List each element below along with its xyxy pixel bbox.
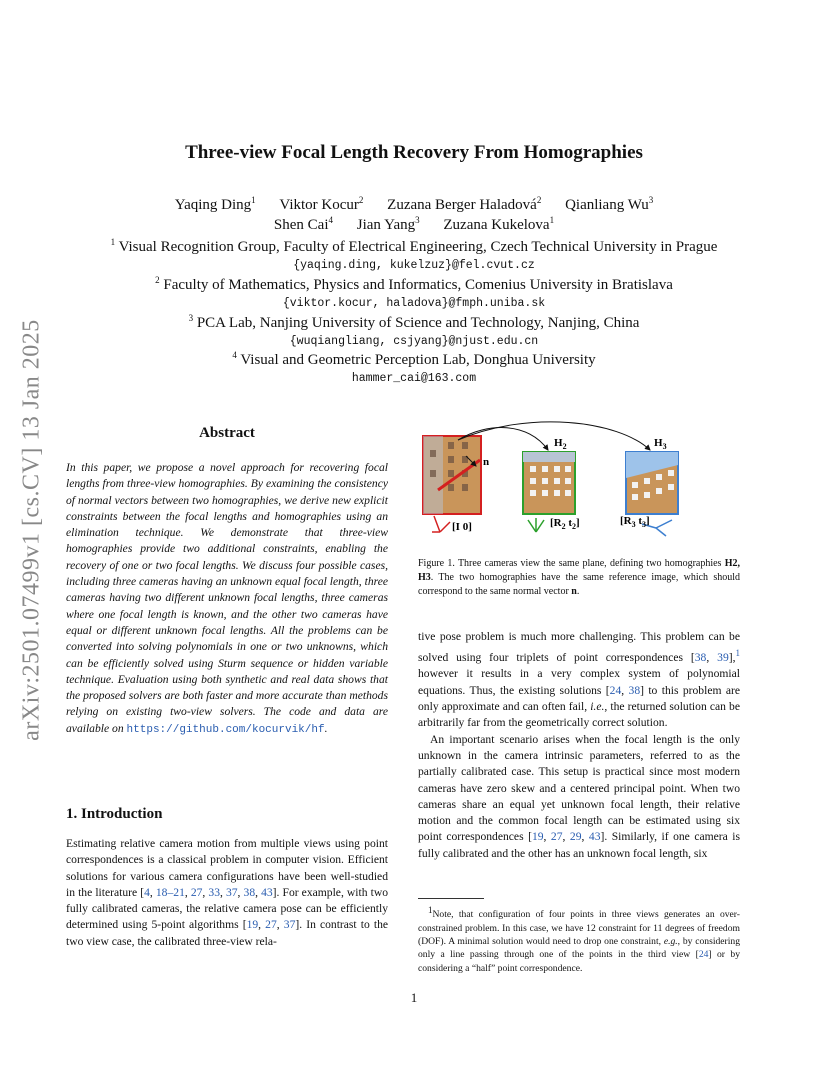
citation-link[interactable]: 24 bbox=[698, 949, 709, 961]
right-column-text bbox=[418, 629, 740, 862]
affiliation-2: $^2$ Faculty of Mathematics, Physics and Informatics, Comenius University in Bratislava bbox=[155, 275, 673, 293]
citation-link[interactable]: 38 bbox=[694, 651, 707, 665]
arxiv-id-text: arXiv:2501.07499v1 [cs.CV] 13 Jan 2025 bbox=[18, 319, 45, 741]
h2-label: $H_2$ bbox=[554, 437, 567, 451]
citation-link[interactable]: 19 bbox=[531, 830, 544, 844]
citation-link[interactable]: 18–21 bbox=[155, 885, 185, 899]
pose-3-label: [$R_3$ $t_3$] bbox=[620, 515, 650, 529]
author: Viktor Kocur$^2$ bbox=[279, 195, 364, 213]
email-3: {wuqiangliang, csjyang}@njust.edu.cn bbox=[289, 335, 539, 348]
author: Qianliang Wu$^3$ bbox=[565, 195, 654, 213]
view-3-image bbox=[626, 452, 678, 514]
author: Jian Yang$^3$ bbox=[356, 215, 420, 233]
citation-link[interactable]: 37 bbox=[283, 918, 296, 932]
paragraph: tive pose problem is much more challenging. This problem can be solved using four triplets of point correspondences [38, 39],$^1$ however it results in a very complex system of polynomial equations. Thus, the existing solutions [24, 38] to this problem are only approximate and can often fail, i.e., the returned solution can be arbitrarily far from the geometrically correct solution. bbox=[418, 630, 740, 730]
code-link[interactable]: https://github.com/kocurvik/hf bbox=[126, 723, 325, 736]
author: Zuzana Kukelova$^1$ bbox=[443, 215, 555, 233]
author-row-2 bbox=[0, 215, 828, 234]
author: Yaqing Ding$^1$ bbox=[174, 195, 256, 213]
view-2-image bbox=[523, 452, 575, 514]
email-1: {yaqing.ding, kukelzuz}@fel.cvut.cz bbox=[293, 259, 535, 272]
camera-2-axes bbox=[528, 518, 544, 532]
citation-link[interactable]: 29 bbox=[569, 830, 582, 844]
introduction-paragraph: Estimating relative camera motion from multiple views using point correspondences is a classical problem in computer vision. Efficient solutions for various camera configurations have been well-studied in the literature [4, 18–21, 27, 33, 37, 38, 43]. For example, with two fully calibrated cameras, the relative camera pose can be efficiently determined using 5-point algorithms [19, 27, 37]. In contrast to the two view case, the calibrated three-view rela- bbox=[66, 837, 389, 948]
citation-link[interactable]: 43 bbox=[261, 885, 273, 899]
footnote-link[interactable]: 1 bbox=[735, 648, 740, 659]
paragraph: An important scenario arises when the focal length is the only unknown in the camera intrinsic parameters, referred to as the partially calibrated case. This setup is practical since most modern cameras have zero skew and a centered principal point. When two cameras share an equal yet unknown focal length, their relative motion and the common focal length can be estimated using six point correspondences [19, 27, 29, 43]. Similarly, if one camera is fully calibrated and the other has an unknown focal length, six bbox=[418, 732, 741, 860]
view-1-image bbox=[423, 436, 481, 514]
footnote: $^1$Note, that configuration of four points in three views generates an over-constrained problem. In this case, we have 12 constraint for 11 degrees of freedom (DOF). A minimal solution would need to drop one constraint, e.g., by considering only a line passing through one of the points in the third view [24] or by considering a “half” point correspondence. bbox=[418, 905, 741, 974]
affiliation-3: $^3$ PCA Lab, Nanjing University of Science and Technology, Nanjing, China bbox=[188, 313, 640, 331]
camera-1-axes bbox=[432, 516, 450, 532]
page-number: 1 bbox=[410, 990, 418, 1005]
citation-link[interactable]: 38 bbox=[628, 683, 641, 697]
email-4: hammer_cai@163.com bbox=[351, 372, 477, 385]
footnote-divider bbox=[418, 898, 484, 899]
three-view-diagram bbox=[418, 420, 740, 538]
author: Shen Cai$^4$ bbox=[273, 215, 334, 233]
affiliation-1: $^1$ Visual Recognition Group, Faculty of Electrical Engineering, Czech Technical University in Prague bbox=[110, 237, 718, 255]
section-heading-introduction: 1. Introduction bbox=[66, 806, 163, 822]
author-row-1 bbox=[0, 195, 828, 214]
figure-caption: Figure 1. Three cameras view the same plane, defining two homographies H2, H3. The two homographies have the same reference image, which should correspond to the same normal vector n. bbox=[418, 558, 740, 597]
paper-title: Three-view Focal Length Recovery From Homographies bbox=[185, 142, 643, 163]
citation-link[interactable]: 27 bbox=[550, 830, 563, 844]
arxiv-stamp bbox=[12, 300, 52, 760]
pose-1-label: [I 0] bbox=[452, 521, 472, 533]
citation-link[interactable]: 39 bbox=[717, 651, 729, 665]
citation-link[interactable]: 33 bbox=[208, 885, 220, 899]
affiliation-4: $^4$ Visual and Geometric Perception Lab, Donghua University bbox=[232, 350, 596, 368]
citation-link[interactable]: 27 bbox=[265, 918, 277, 932]
citation-link[interactable]: 37 bbox=[225, 885, 238, 899]
pose-2-label: [$R_2$ $t_2$] bbox=[550, 517, 580, 531]
email-2: {viktor.kocur, haladova}@fmph.uniba.sk bbox=[282, 297, 546, 310]
author: Zuzana Berger Haladová$^2$ bbox=[387, 195, 542, 213]
citation-link[interactable]: 43 bbox=[588, 830, 601, 844]
citation-link[interactable]: 27 bbox=[190, 885, 203, 899]
normal-label: n bbox=[483, 456, 490, 468]
h3-label: $H_3$ bbox=[654, 437, 667, 451]
citation-link[interactable]: 4 bbox=[144, 885, 150, 899]
citation-link[interactable]: 24 bbox=[609, 683, 622, 697]
citation-link[interactable]: 38 bbox=[243, 885, 256, 899]
abstract-text: In this paper, we propose a novel approach for recovering focal lengths from three-view homographies. By examining the consistency of normal vectors between two homographies, we derive new explicit constraints between the focal lengths and homographies using an elimination technique. We demonstrate that three-view homographies provide two additional constraints, enabling the recovery of one or two focal lengths. We discuss four possible cases, including three cameras having an unknown equal focal length, three cameras having two different unknown focal lengths, three cameras where one focal length is known, and the other two cameras have equal or different unknown focal lengths. All the problems can be converted into solving polynomials in one or two unknowns, which can be efficiently solved using Sturm sequence or hidden variable technique. Evaluation using both synthetic and real data shows that the proposed solvers are both faster and more accurate than methods relying on existing two-view solvers. The code and data are available on https://github.com/kocurvik/hf. bbox=[66, 461, 388, 736]
citation-link[interactable]: 19 bbox=[246, 918, 259, 932]
figure-1 bbox=[418, 420, 740, 538]
abstract-heading: Abstract bbox=[199, 425, 255, 441]
